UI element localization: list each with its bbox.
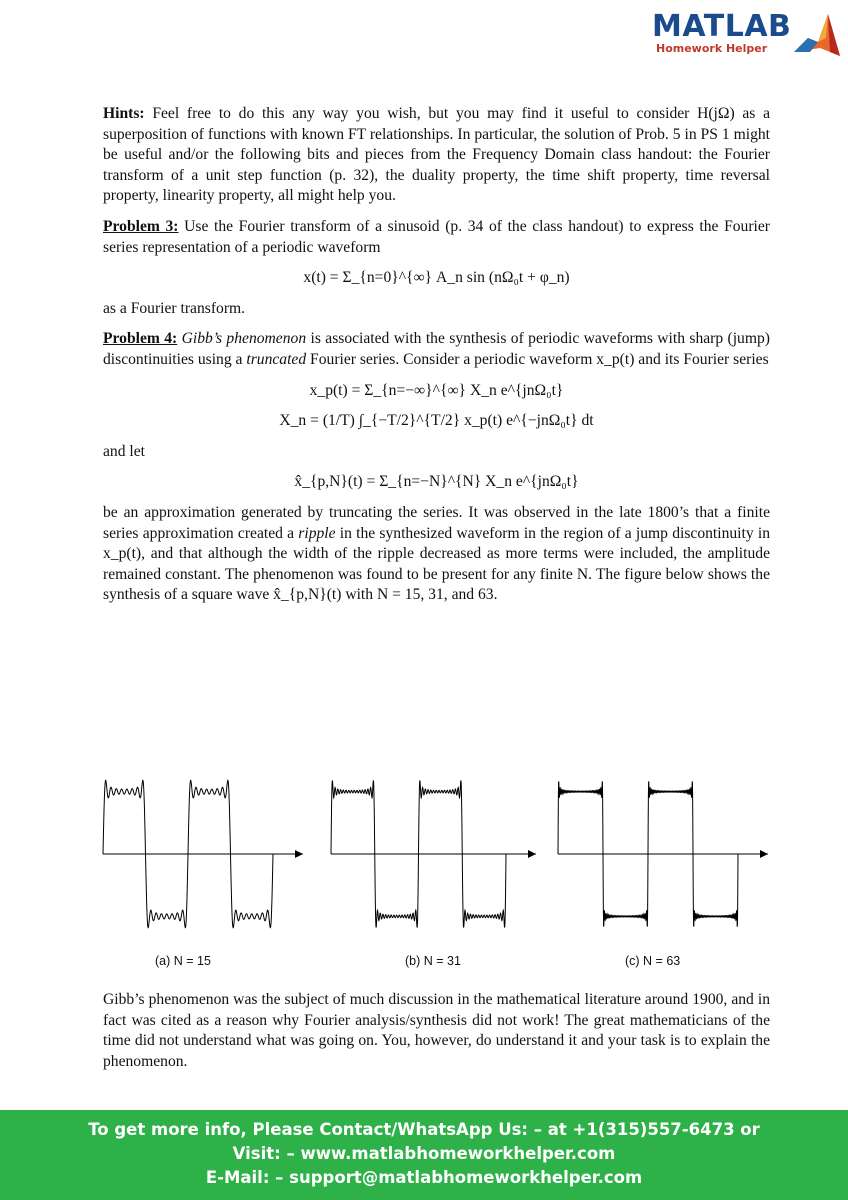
matlab-peak-icon [790,8,842,60]
fourier-series-equation: x_p(t) = Σ_{n=−∞}^{∞} X_n e^{jnΩ₀t} [309,381,564,399]
axis-arrow [295,850,303,858]
problem4-paragraph [103,329,770,370]
figure-n63 [550,774,780,949]
problem3-equation: x(t) = Σ_{n=0}^{∞} A_n sin (nΩ₀t + φ_n) [303,269,570,287]
fourier-coefficient-equation: X_n = (1/T) ∫_{−T/2}^{T/2} x_p(t) e^{−jnΩ₀t} dt [279,412,594,430]
problem3-label: Problem 3: [103,217,179,235]
gibbs-term: Gibb’s phenomenon [181,330,307,348]
logo-subtitle: Homework Helper [656,42,768,55]
problem3-text: Use the Fourier transform of a sinusoid (p. 34 of the class handout) to express the Fourier series representation of a periodic waveform [103,217,770,256]
body-part-a: be an approximation generated by truncating the series. It was observed in the late 1800’s that a finite series approximation created a [103,503,770,542]
matlab-logo [652,8,842,60]
axis-arrow [528,850,536,858]
footer-website-line: Visit: – www.matlabhomeworkhelper.com [232,1144,616,1163]
problem3-paragraph [103,217,770,258]
hints-paragraph [103,104,770,207]
and-let: and let [103,442,145,460]
truncated-series-equation: x̂_{p,N}(t) = Σ_{n=−N}^{N} X_n e^{jnΩ₀t} [294,473,579,491]
problem4-label: Problem 4: [103,330,178,348]
truncated-term: truncated [246,350,307,368]
body-part-c: in the synthesized waveform in the region of a jump discontinuity in x_p(t), and that although the width of the ripple decreased as more terms were included, the amplitude remained constant. The phenomenon was found to be present for any finite N. The figure below shows the synthesis of a square wave x̂_{p,N}(t) with N = 15, 31, and 63. [103,524,770,604]
caption-a: (a) N = 15 [155,954,211,968]
figure-n31 [323,774,548,949]
closing-paragraph: Gibb’s phenomenon was the subject of much discussion in the mathematical literature around 1900, and in fact was cited as a reason why Fourier analysis/synthesis did not work! The great mathematicians of the time did not understand what was going on. You, however, do understand it and your task is to explain the phenomenon. [103,991,770,1070]
problem4-intro: is associated with the synthesis of periodic waveforms with sharp (jump) discontinuities using a [103,330,770,368]
caption-c: (c) N = 63 [625,954,681,968]
problem4-body [103,503,770,606]
hints-label: Hints: [103,105,145,122]
footer-contact-line: To get more info, Please Contact/WhatsApp Us: – at +1(315)557-6473 or [88,1120,760,1139]
ripple-term: ripple [298,524,336,542]
hints-text: Feel free to do this any way you wish, but you may find it useful to consider H(jΩ) as a superposition of functions with known FT relationships. In particular, the solution of Prob. 5 in PS 1 might be useful and/or the following bits and pieces from the Frequency Domain class handout: the Fourier transform of a unit step function (p. 32), the duality property, the time shift property, time reversal property, linearity property, all might help you. [103,105,770,205]
contact-footer [0,1110,848,1200]
problem4-intro-end: Fourier series. Consider a periodic waveform x_p(t) and its Fourier series [310,350,769,368]
footer-email-line: E-Mail: – support@matlabhomeworkhelper.com [205,1168,643,1187]
figure-n15 [95,774,315,949]
axis-arrow [760,850,768,858]
gibbs-figures [95,774,785,974]
problem3-after: as a Fourier transform. [103,299,246,317]
document-body [103,104,770,606]
caption-b: (b) N = 31 [405,954,461,968]
logo-title: MATLAB [652,9,792,44]
